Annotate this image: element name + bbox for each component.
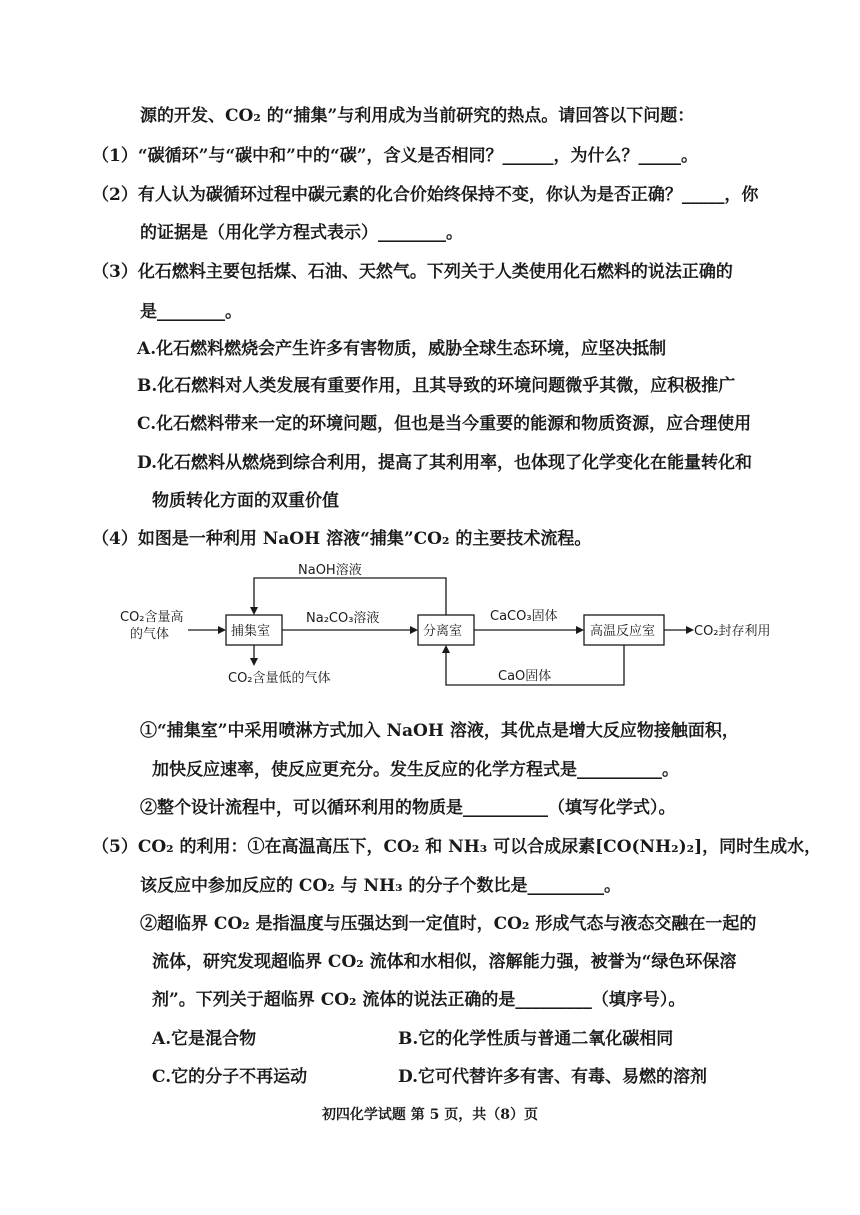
co2-storage-label: CO₂封存利用 bbox=[694, 624, 771, 639]
question-4-sub2: ②整个设计流程中，可以循环利用的物质是__________（填写化学式）。 bbox=[140, 798, 676, 818]
na2co3-label: Na₂CO₃溶液 bbox=[306, 611, 380, 626]
page-footer: 初四化学试题 第 5 页，共（8）页 bbox=[321, 1107, 539, 1123]
option-5a: A.它是混合物 bbox=[152, 1029, 257, 1049]
caco3-label: CaCO₃固体 bbox=[490, 609, 558, 624]
cao-label: CaO固体 bbox=[498, 669, 552, 684]
separator-room-label: 分离室 bbox=[423, 624, 463, 639]
naoh-return-line bbox=[254, 578, 446, 615]
question-4: （4）如图是一种利用 NaOH 溶液“捕集”CO₂ 的主要技术流程。 bbox=[92, 529, 592, 549]
option-3b: B.化石燃料对人类发展有重要作用，且其导致的环境问题微乎其微，应积极推广 bbox=[137, 376, 736, 396]
option-3d: D.化石燃料从燃烧到综合利用，提高了其利用率，也体现了化学变化在能量转化和 bbox=[137, 453, 753, 473]
option-5b: B.它的化学性质与普通二氧化碳相同 bbox=[398, 1029, 674, 1049]
question-5-cont: 该反应中参加反应的 CO₂ 与 NH₃ 的分子个数比是_________。 bbox=[140, 876, 622, 896]
input-gas-label-1: CO₂含量高 bbox=[120, 610, 184, 625]
process-flow-diagram bbox=[110, 560, 790, 700]
question-3: （3）化石燃料主要包括煤、石油、天然气。下列关于人类使用化石燃料的说法正确的 bbox=[92, 262, 733, 282]
question-1: （1）“碳循环”与“碳中和”中的“碳”，含义是否相同？______，为什么？_____。 bbox=[92, 146, 698, 166]
low-co2-label: CO₂含量低的气体 bbox=[228, 671, 331, 686]
reactor-label: 高温反应室 bbox=[590, 624, 656, 639]
intro-line: 源的开发、CO₂ 的“捕集”与利用成为当前研究的热点。请回答以下问题： bbox=[140, 106, 695, 126]
input-arrowhead bbox=[218, 626, 226, 634]
question-5-sub2: ②超临界 CO₂ 是指温度与压强达到一定值时，CO₂ 形成气态与液态交融在一起的 bbox=[140, 914, 757, 934]
naoh-label: NaOH溶液 bbox=[298, 563, 362, 578]
option-3c: C.化石燃料带来一定的环境问题，但也是当今重要的能源和物质资源，应合理使用 bbox=[137, 414, 752, 434]
question-2: （2）有人认为碳循环过程中碳元素的化合价始终保持不变，你认为是否正确？_____，你 bbox=[92, 185, 759, 205]
question-3-cont: 是________。 bbox=[140, 302, 242, 322]
option-3a: A.化石燃料燃烧会产生许多有害物质，威胁全球生态环境，应坚决抵制 bbox=[137, 339, 667, 359]
question-4-sub1-cont: 加快反应速率，使反应更充分。发生反应的化学方程式是__________。 bbox=[152, 760, 679, 780]
question-5-sub2-cont2: 剂”。下列关于超临界 CO₂ 流体的说法正确的是_________（填序号）。 bbox=[152, 990, 686, 1010]
input-gas-label-2: 的气体 bbox=[130, 627, 170, 642]
capture-room-label: 捕集室 bbox=[231, 624, 271, 639]
option-5c: C.它的分子不再运动 bbox=[152, 1067, 308, 1087]
question-5: （5）CO₂ 的利用：①在高温高压下，CO₂ 和 NH₃ 可以合成尿素[CO(NH₂)₂]，同时生成水， bbox=[92, 837, 822, 857]
question-4-sub1: ①“捕集室”中采用喷淋方式加入 NaOH 溶液，其优点是增大反应物接触面积， bbox=[140, 721, 739, 741]
question-5-sub2-cont1: 流体，研究发现超临界 CO₂ 流体和水相似，溶解能力强，被誉为“绿色环保溶 bbox=[152, 952, 737, 972]
question-2-cont: 的证据是（用化学方程式表示）________。 bbox=[140, 223, 463, 243]
option-3d-cont: 物质转化方面的双重价值 bbox=[152, 491, 339, 511]
option-5d: D.它可代替许多有害、有毒、易燃的溶剂 bbox=[398, 1067, 708, 1087]
